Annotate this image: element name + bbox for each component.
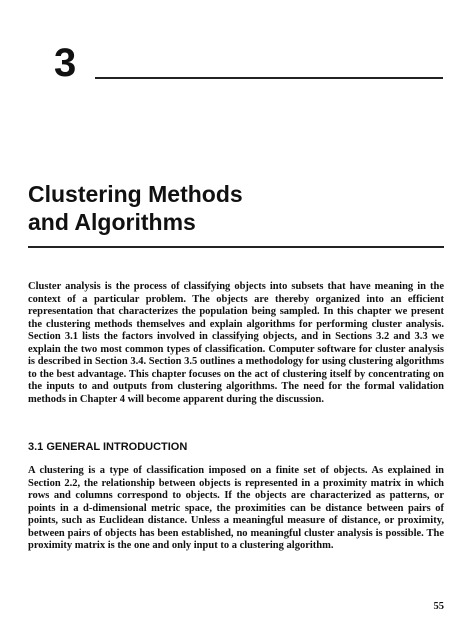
chapter-title-line-2: and Algorithms [28, 209, 196, 235]
chapter-number-rule [95, 77, 443, 79]
page-number: 55 [433, 601, 444, 612]
intro-paragraph: Cluster analysis is the process of classifying objects into subsets that have meaning in the context of a particular problem. The objects are thereby organized into an efficient representation that characterizes the population being sampled. In this chapter we present the clustering methods themselves and explain algorithms for performing cluster analysis. Section 3.1 lists the factors involved in classifying objects, and in Sections 3.2 and 3.3 we explain the two most common types of classification. Computer software for cluster analysis is described in Section 3.4. Section 3.5 outlines a methodology for using clustering algorithms to the best advantage. This chapter focuses on the act of clustering itself by concentrating on the inputs to and outputs from clustering algorithms. The need for the formal validation methods in Chapter 4 will become apparent during the discussion. [28, 281, 444, 405]
chapter-title-rule [28, 246, 444, 248]
section-paragraph: A clustering is a type of classification imposed on a finite set of objects. As explained in Section 2.2, the relationship between objects is represented in a proximity matrix in which rows and columns correspond to objects. If the objects are characterized as patterns, or points in a d-dimensional metric space, the proximities can be distance between pairs of points, such as Euclidean distance. Unless a meaningful measure of distance, or proximity, between pairs of objects has been established, no meaningful cluster analysis is possible. The proximity matrix is the one and only input to a clustering algorithm. [28, 465, 444, 552]
chapter-title-line-1: Clustering Methods [28, 181, 243, 207]
section-heading: 3.1 GENERAL INTRODUCTION [28, 441, 188, 453]
chapter-number: 3 [54, 41, 77, 85]
chapter-title [28, 180, 448, 236]
